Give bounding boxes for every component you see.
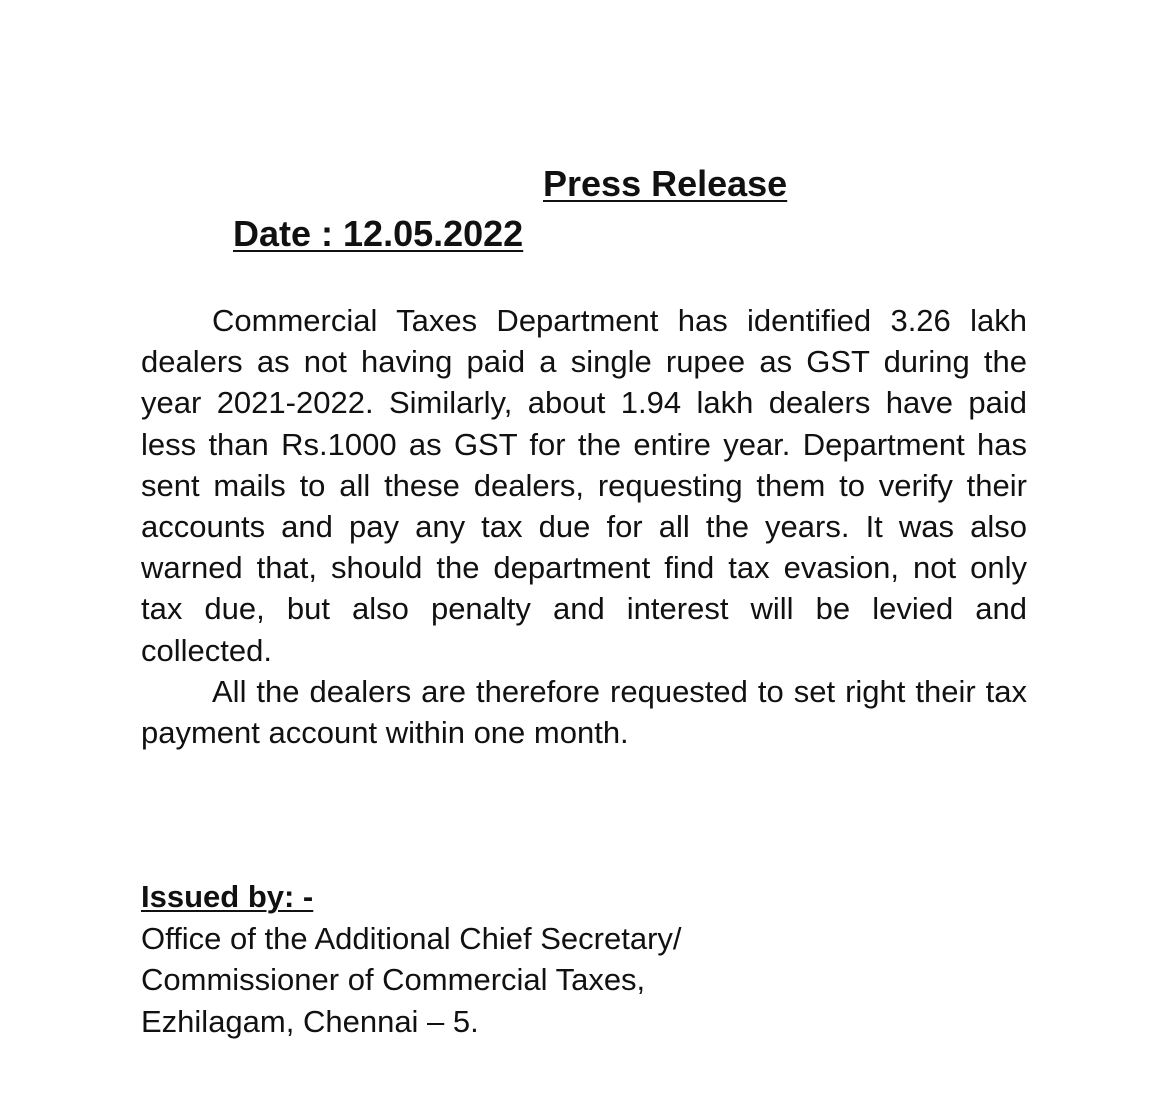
issuer-office-line: Commissioner of Commercial Taxes, (141, 962, 646, 997)
issued-by-block (141, 876, 682, 1042)
issuer-office-line: Office of the Additional Chief Secretary/ (141, 920, 682, 956)
body-paragraph: All the dealers are therefore requested to set right their tax payment account within one month. (141, 673, 1027, 751)
body-paragraph: Commercial Taxes Department has identified 3.26 lakh dealers as not having paid a single rupee as GST during the year 2021-2022. Similarly, about 1.94 lakh dealers have paid less than Rs.1000 as GST for the entire year. Department has sent mails to all these dealers, requesting them to verify their accounts and pay any tax due for all the years. It was also warned that, should the department find tax evasion, not only tax due, but also penalty and interest will be levied and collected. (141, 303, 1027, 668)
press-release-body (141, 300, 1027, 753)
issuer-address-line: Ezhilagam, Chennai – 5. (141, 1003, 479, 1039)
release-date: Date : 12.05.2022 (233, 213, 524, 254)
issued-by-label: Issued by: - (141, 879, 314, 914)
page-title: Press Release (543, 163, 788, 204)
